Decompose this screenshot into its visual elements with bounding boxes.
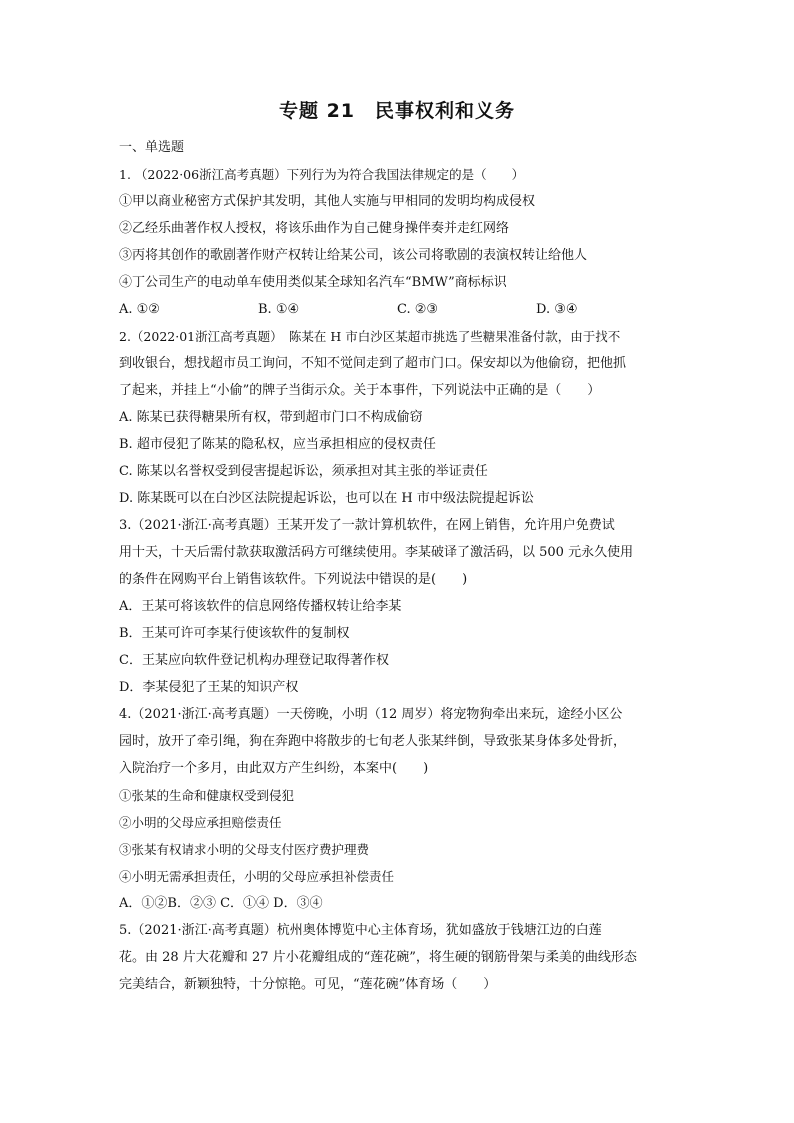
- statement-item: ④丁公司生产的电动单车使用类似某全球知名汽车“BMW”商标标识: [119, 275, 507, 290]
- question-stem-line: 的条件在网购平台上销售该软件。下列说法中错误的是( ): [119, 572, 468, 587]
- statement-item: ②乙经乐曲著作权人授权，将该乐曲作为自己健身操伴奏并走红网络: [119, 221, 510, 236]
- question-4: [119, 701, 679, 917]
- question-stem-line: 花。由 28 片大花瓣和 27 片小花瓣组成的“莲花碗”，将生硬的钢筋骨架与柔美的曲线形态: [119, 950, 637, 965]
- statement-item: ③张某有权请求小明的父母支付医疗费护理费: [119, 842, 370, 857]
- question-stem-line: 入院治疗一个多月，由此双方产生纠纷，本案中( ): [119, 761, 429, 776]
- option-b: B．王某可许可李某行使该软件的复制权: [119, 626, 350, 641]
- option-b: B. 超市侵犯了陈某的隐私权，应当承担相应的侵权责任: [119, 437, 436, 452]
- option-d: D．李某侵犯了王某的知识产权: [119, 680, 299, 695]
- answer-options: [119, 296, 679, 323]
- option-a: A. 陈某已获得糖果所有权，带到超市门口不构成偷窃: [119, 410, 423, 425]
- statement-item: ①甲以商业秘密方式保护其发明，其他人实施与甲相同的发明均构成侵权: [119, 194, 536, 209]
- question-stem-line: 2.（2022·01浙江高考真题） 陈某在 H 市白沙区某超市挑选了些糖果准备付款，由于找不: [119, 329, 621, 344]
- question-stem-line: 用十天，十天后需付款获取激活码方可继续使用。李某破译了激活码，以 500 元永久使用: [119, 545, 634, 560]
- question-5: [119, 917, 679, 998]
- page-title: 专题 21 民事权利和义务: [278, 100, 516, 122]
- question-2: [119, 323, 679, 512]
- option-c: C．王某应向软件登记机构办理登记取得著作权: [119, 653, 389, 668]
- question-stem-line: 完美结合，新颖独特，十分惊艳。可见，“莲花碗”体育场（ ）: [119, 977, 497, 992]
- question-stem: 1. （2022·06浙江高考真题）下列行为为符合我国法律规定的是（ ）: [119, 167, 525, 182]
- statement-item: ④小明无需承担责任，小明的父母应承担补偿责任: [119, 869, 395, 884]
- content-body: [119, 134, 679, 998]
- statement-item: ①张某的生命和健康权受到侵犯: [119, 788, 295, 803]
- question-stem-line: 3.（2021·浙江·高考真题）王某开发了一款计算机软件，在网上销售，允许用户免费试: [119, 518, 615, 533]
- option-d: D. ③④: [536, 302, 578, 317]
- statement-item: ②小明的父母应承担赔偿责任: [119, 815, 282, 830]
- option-b: B. ①④: [258, 302, 300, 317]
- question-1: [119, 161, 679, 323]
- option-d: D. 陈某既可以在白沙区法院提起诉讼，也可以在 H 市中级法院提起诉讼: [119, 491, 534, 506]
- question-stem-line: 4.（2021·浙江·高考真题）一天傍晚，小明（12 周岁）将宠物狗牵出来玩，途经小区公: [119, 707, 623, 722]
- statement-item: ③丙将其创作的歌剧著作财产权转让给某公司，该公司将歌剧的表演权转让给他人: [119, 248, 588, 263]
- question-stem-line: 到收银台，想找超市员工询问，不知不觉间走到了超市门口。保安却以为他偷窃，把他抓: [119, 356, 627, 371]
- option-c: C. ②③: [397, 302, 439, 317]
- answer-options: A．①②B．②③ C．①④ D．③④: [119, 896, 323, 911]
- question-stem-line: 5.（2021·浙江·高考真题）杭州奥体博览中心主体育场，犹如盛放于钱塘江边的白莲: [119, 923, 602, 938]
- section-heading: 一、单选题: [119, 140, 185, 155]
- option-a: A. ①②: [119, 302, 160, 317]
- question-3: [119, 512, 679, 701]
- option-a: A．王某可将该软件的信息网络传播权转让给李某: [119, 599, 402, 614]
- option-c: C. 陈某以名誉权受到侵害提起诉讼，须承担对其主张的举证责任: [119, 464, 488, 479]
- question-stem-line: 园时，放开了牵引绳，狗在奔跑中将散步的七旬老人张某绊倒，导致张某身体多处骨折，: [119, 734, 627, 749]
- question-stem-line: 了起来，并挂上“小偷”的牌子当街示众。关于本事件，下列说法中正确的是（ ）: [119, 383, 601, 398]
